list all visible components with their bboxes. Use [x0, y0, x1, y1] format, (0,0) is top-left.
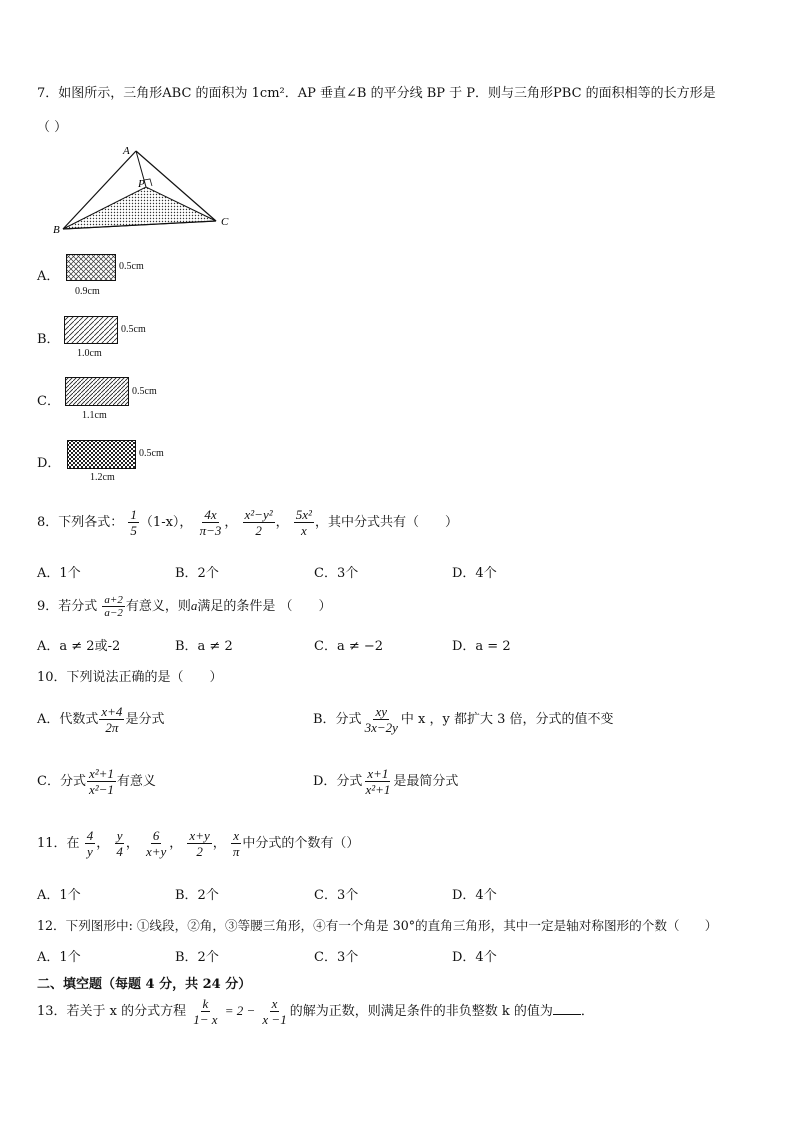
q7-option-a-height: 0.5cm: [119, 261, 144, 272]
q7-option-a-width: 0.9cm: [75, 286, 100, 297]
q9-stem: 9．若分式 $\frac{a+2}{a-2}$ 有意义，则a满足的条件是 （ ）: [37, 594, 332, 619]
q8-option-c[interactable]: C．3个: [314, 566, 359, 581]
q7-paren: （ ）: [37, 120, 68, 135]
q10-option-c[interactable]: C．分式 $\frac{\text{x²+1}}{\text{x²−1}}$ 有意义: [37, 766, 156, 797]
q7-option-d-height: 0.5cm: [139, 448, 164, 459]
q11-stem: 11．在 $\frac{4}{y}$ ， $\frac{y}{4}$ ， $\frac{6}{x+y}$ ， $\frac{x+y}{2}$ ， $\frac{x}{\pi}$ 中分式的个数有（）: [37, 828, 360, 859]
label-p: P: [138, 178, 145, 190]
q7-text: 7．如图所示，三角形ABC 的面积为 1cm²．AP 垂直∠B 的平分线 BP 于 P．则与三角形PBC 的面积相等的长方形是: [37, 86, 716, 101]
q12-text: 12．下列图形中: ①线段，②角，③等腰三角形，④有一个角是 30°的直角三角形，其中一定是轴对称图形的个数（ ）: [37, 918, 718, 933]
q9-option-a[interactable]: A．a ≠ 2或-2: [37, 639, 121, 654]
answer-blank[interactable]: [553, 1002, 581, 1015]
q9-option-d[interactable]: D．a = 2: [452, 639, 511, 654]
q10-option-d[interactable]: D．分式 $\frac{x+1}{\text{x²+1}}$ 是最简分式: [313, 766, 459, 797]
q7-option-d-width: 1.2cm: [90, 472, 115, 483]
q13-stem: 13．若关于 x 的分式方程 $\frac{k}{1- x}$ = 2 − $\frac{x}{x -1}$ 的解为正数，则满足条件的非负整数 k 的值为 ．: [37, 996, 594, 1027]
q12-option-b[interactable]: B．2个: [175, 950, 219, 965]
q7-option-b-height: 0.5cm: [121, 324, 146, 335]
q7-option-c-width: 1.1cm: [82, 410, 107, 421]
q12-option-c[interactable]: C．3个: [314, 950, 359, 965]
q10-title: 10．下列说法正确的是（ ）: [37, 670, 223, 685]
q7-option-b-width: 1.0cm: [77, 348, 102, 359]
rect-option-c: [65, 377, 129, 406]
label-b: B: [53, 224, 60, 236]
q7-option-d-letter: D．: [37, 456, 61, 471]
q7-option-b-letter: B．: [37, 332, 60, 347]
q8-option-d[interactable]: D．4个: [452, 566, 497, 581]
q7-option-c-height: 0.5cm: [132, 386, 157, 397]
section-heading: 二、填空题（每题 4 分，共 24 分）: [37, 977, 252, 992]
label-a: A: [123, 145, 130, 157]
q8-stem: 8．下列各式： $\frac{1}{5}$ （1-x）， $\frac{4x}{\pi-3}$ ， $\frac{\text{x²−y²}}{2}$ ， $\frac{\text{5x²}}{x}$ ，其中分式共有（ ）: [37, 507, 458, 538]
q10-option-b[interactable]: B．分式 $\frac{xy}{3x-2y}$ 中 x ，y 都扩大 3 倍，分式的值不变: [313, 704, 614, 735]
q12-option-a[interactable]: A．1个: [37, 950, 81, 965]
q7-option-a-letter: A．: [37, 269, 60, 284]
q8-option-b[interactable]: B．2个: [175, 566, 219, 581]
q11-option-b[interactable]: B．2个: [175, 888, 219, 903]
q8-option-a[interactable]: A．1个: [37, 566, 81, 581]
label-c: C: [221, 216, 229, 228]
q10-option-a[interactable]: A．代数式 $\frac{x+4}{2\pi}$ 是分式: [37, 704, 165, 735]
triangle-figure: [50, 142, 240, 237]
q11-option-a[interactable]: A．1个: [37, 888, 81, 903]
q12-option-d[interactable]: D．4个: [452, 950, 497, 965]
q7-option-c-letter: C．: [37, 394, 60, 409]
rect-option-b: [64, 316, 118, 344]
q9-option-b[interactable]: B．a ≠ 2: [175, 639, 233, 654]
rect-option-d: [67, 440, 136, 469]
q11-option-c[interactable]: C．3个: [314, 888, 359, 903]
q11-option-d[interactable]: D．4个: [452, 888, 497, 903]
q9-option-c[interactable]: C．a ≠ −2: [314, 639, 384, 654]
rect-option-a: [66, 254, 116, 281]
